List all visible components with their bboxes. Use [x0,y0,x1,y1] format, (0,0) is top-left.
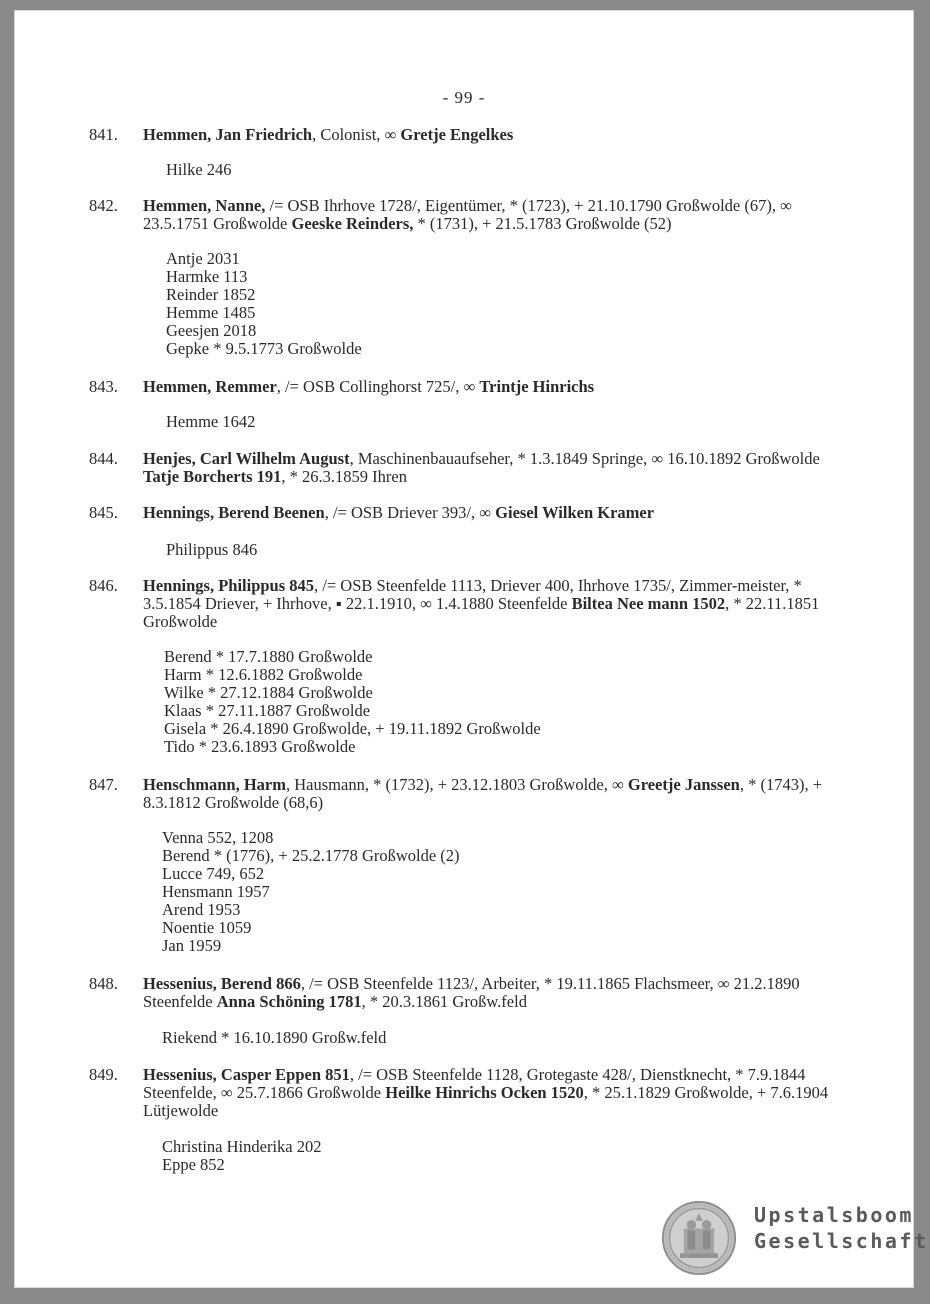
child-entry: Hemme 1642 [166,412,256,431]
document-page [14,10,929,1288]
entry-details: , Hausmann, * (1732), + 23.12.1803 Großwolde, ∞ [286,775,628,794]
child-entry: Antje 2031 [166,249,240,268]
child-entry: Geesjen 2018 [166,321,257,340]
child-entry: Klaas * 27.11.1887 Großwolde [164,701,371,720]
society-logo [658,1196,929,1282]
child-entry: Arend 1953 [162,900,241,919]
child-entry: Noentie 1059 [162,918,252,937]
spouse-name: Heilke Hinrichs Ocken 1520 [385,1083,584,1102]
child-entry: Philippus 846 [166,540,258,559]
entry-heading [143,1066,843,1120]
person-name: Henjes, Carl Wilhelm August [143,449,350,468]
entry-heading [143,577,843,631]
person-name: Henschmann, Harm [143,775,287,794]
spouse-details: * (1731), + 21.5.1783 Großwolde (52) [413,214,672,233]
spouse-name: Greetje Janssen [627,775,740,794]
spouse-details: , * 25.1.1829 Großwolde, + 7.6.1904 Lütjewolde [143,1083,829,1120]
spouse-name: Giesel Wilken Kramer [495,503,655,522]
child-entry: Wilke * 27.12.1884 Großwolde [164,683,373,702]
spouse-name: Geeske Reinders, [291,214,414,233]
person-name: Hessenius, Casper Eppen 851 [143,1065,350,1084]
spouse-details: , * 20.3.1861 Großw.feld [361,992,527,1011]
person-name: Hennings, Berend Beenen [143,503,325,522]
spouse-name: Trintje Hinrichs [479,377,595,396]
child-entry: Harmke 113 [166,267,248,286]
entry-number: 842. [89,196,118,215]
spouse-name: Gretje Engelkes [400,125,514,144]
person-name: Hessenius, Berend 866 [143,974,301,993]
entry-details: , /= OSB Steenfelde 1113, Driever 400, Ihrhove 1735/, Zimmer-meister, * 3.5.1854 Driever, + Ihrhove, ▪ 22.1.1910, ∞ 1.4.1880 Steenfelde [143,576,802,613]
child-entry: Hensmann 1957 [162,882,270,901]
person-name: Hemmen, Nanne, [143,196,266,215]
society-name [754,1202,929,1254]
spouse-details: , * (1743), + 8.3.1812 Großwolde (68,6) [143,775,823,812]
spouse-details: , * 26.3.1859 Ihren [281,467,407,486]
child-entry: Berend * 17.7.1880 Großwolde [164,647,373,666]
child-entry: Lucce 749, 652 [162,864,265,883]
entry-heading [143,197,843,233]
child-entry: Venna 552, 1208 [162,828,274,847]
entry-details: , Colonist, ∞ [312,125,401,144]
entry-number: 843. [89,377,118,396]
entry-number: 849. [89,1065,118,1084]
entry-number: 847. [89,775,118,794]
child-entry: Christina Hinderika 202 [162,1137,322,1156]
society-name-line-1: Upstalsboom [754,1203,914,1227]
person-name: Hemmen, Remmer [143,377,277,396]
society-name-line-2: Gesellschaft [754,1229,929,1253]
child-entry: Reinder 1852 [166,285,256,304]
person-name: Hennings, Philippus 845 [143,576,315,595]
spouse-details: , * 22.11.1851 Großwolde [143,594,820,631]
child-entry: Hemme 1485 [166,303,256,322]
child-entry: Harm * 12.6.1882 Großwolde [164,665,363,684]
seal-icon [661,1200,737,1276]
entry-details: , /= OSB Steenfelde 1128, Grotegaste 428/, Dienstknecht, * 7.9.1844 Steenfelde, ∞ 25.7.1866 Großwolde [143,1065,806,1102]
entry-number: 848. [89,974,118,993]
spouse-name: Tatje Borcherts 191 [143,467,282,486]
entry-heading [143,126,843,144]
child-entry: Eppe 852 [162,1155,225,1174]
entry-heading [143,450,843,486]
child-entry: Hilke 246 [166,160,232,179]
entry-details: , /= OSB Steenfelde 1123/, Arbeiter, * 19.11.1865 Flachsmeer, ∞ 21.2.1890 Steenfelde [143,974,800,1011]
child-entry: Berend * (1776), + 25.2.1778 Großwolde (2) [162,846,460,865]
child-entry: Gepke * 9.5.1773 Großwolde [166,339,362,358]
entry-heading [143,378,843,396]
spouse-name: Anna Schöning 1781 [216,992,362,1011]
entry-number: 841. [89,125,118,144]
page-number: - 99 - [442,88,486,107]
person-name: Hemmen, Jan Friedrich [143,125,313,144]
entry-number: 846. [89,576,118,595]
entry-heading [143,504,843,522]
entry-heading [143,975,843,1011]
child-entry: Tido * 23.6.1893 Großwolde [164,737,356,756]
child-entry: Riekend * 16.10.1890 Großw.feld [162,1028,387,1047]
entry-details: , /= OSB Collinghorst 725/, ∞ [276,377,480,396]
spouse-name: Biltea Nee mann 1502 [571,594,726,613]
entry-details: , Maschinenbauaufseher, * 1.3.1849 Springe, ∞ 16.10.1892 Großwolde [349,449,820,468]
entry-number: 845. [89,503,118,522]
entry-details: , /= OSB Driever 393/, ∞ [324,503,496,522]
entry-number: 844. [89,449,118,468]
child-entry: Jan 1959 [162,936,222,955]
entry-details: /= OSB Ihrhove 1728/, Eigentümer, * (1723), + 21.10.1790 Großwolde (67), ∞ 23.5.1751 Großwolde [143,196,792,233]
child-entry: Gisela * 26.4.1890 Großwolde, + 19.11.1892 Großwolde [164,719,541,738]
entry-heading [143,776,843,812]
